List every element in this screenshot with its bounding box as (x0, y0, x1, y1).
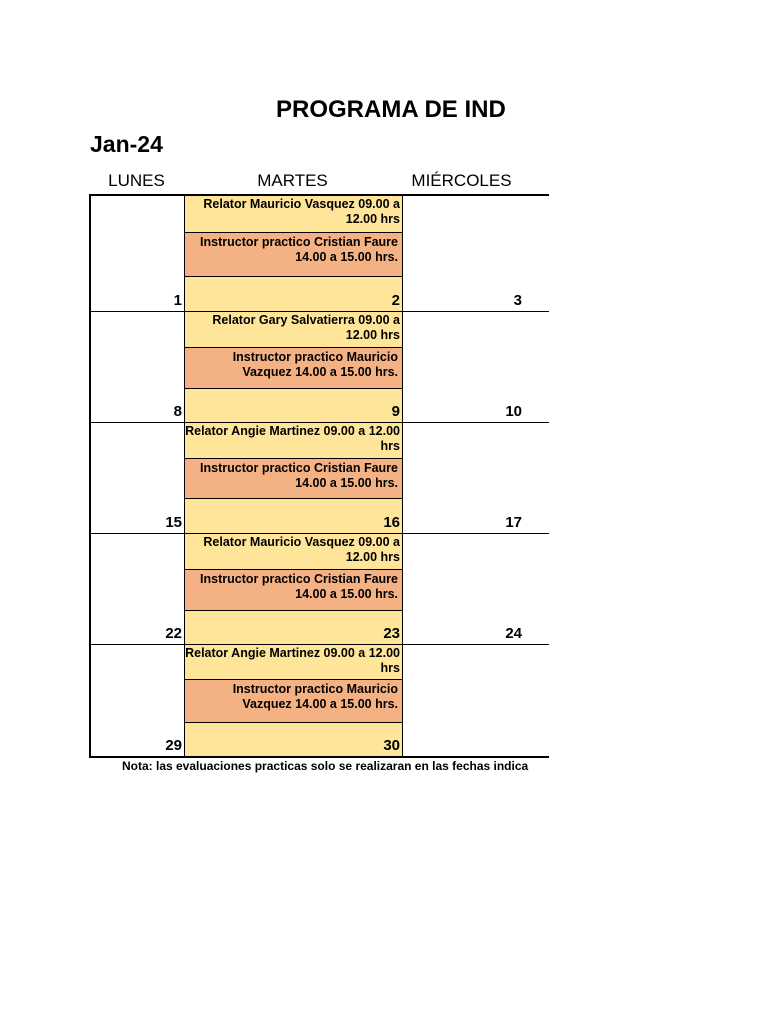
day-cell-lunes[interactable] (91, 534, 184, 644)
instructor-line-2: Vazquez 14.00 a 15.00 hrs. (242, 365, 398, 379)
calendar-week-3 (91, 422, 549, 533)
day-header-miercoles: MIÉRCOLES (411, 171, 512, 190)
instructor-line-2: 14.00 a 15.00 hrs. (295, 250, 398, 264)
day-number: 16 (383, 514, 400, 531)
instructor-entry (185, 232, 402, 277)
calendar-week-2 (91, 311, 549, 422)
instructor-entry (185, 569, 402, 611)
day-cell-miercoles[interactable] (403, 534, 523, 644)
day-number: 29 (165, 737, 182, 754)
day-cell-lunes[interactable] (91, 423, 184, 533)
calendar-week-5 (91, 644, 549, 756)
day-number: 2 (391, 292, 400, 309)
relator-entry: Relator Angie Martinez 09.00 a 12.00 hrs (185, 645, 402, 679)
day-cell-lunes[interactable] (91, 645, 184, 756)
day-header-martes: MARTES (257, 171, 328, 190)
instructor-line-2: Vazquez 14.00 a 15.00 hrs. (242, 697, 398, 711)
month-label: Jan-24 (90, 131, 163, 157)
relator-entry: Relator Mauricio Vasquez 09.00 a 12.00 hrs (185, 196, 402, 232)
day-number: 9 (391, 403, 400, 420)
day-cell-miercoles[interactable] (403, 645, 523, 756)
instructor-line-1: Instructor practico Mauricio (232, 682, 398, 696)
instructor-line-1: Instructor practico Mauricio (232, 350, 398, 364)
day-cell-martes[interactable] (184, 645, 403, 756)
calendar-week-1 (91, 196, 549, 311)
calendar-week-4 (91, 533, 549, 644)
day-number: 24 (505, 625, 522, 642)
instructor-entry (185, 458, 402, 499)
day-number: 8 (173, 403, 182, 420)
day-number: 23 (383, 625, 400, 642)
day-number: 15 (165, 514, 182, 531)
day-number: 30 (383, 737, 400, 754)
calendar-grid (89, 194, 549, 758)
instructor-line-1: Instructor practico Cristian Faure (200, 461, 398, 475)
day-cell-martes[interactable] (184, 196, 403, 311)
instructor-entry (185, 347, 402, 389)
relator-entry: Relator Gary Salvatierra 09.00 a 12.00 hrs (185, 312, 402, 347)
day-cell-miercoles[interactable] (403, 196, 523, 311)
page-title: PROGRAMA DE IND (276, 96, 506, 123)
day-cell-martes[interactable] (184, 423, 403, 533)
instructor-entry (185, 679, 402, 723)
day-cell-martes[interactable] (184, 534, 403, 644)
footnote: Nota: las evaluaciones practicas solo se realizaran en las fechas indica (122, 759, 529, 773)
relator-entry: Relator Mauricio Vasquez 09.00 a 12.00 hrs (185, 534, 402, 569)
day-cell-miercoles[interactable] (403, 423, 523, 533)
day-number: 3 (513, 292, 522, 309)
day-number: 1 (173, 292, 182, 309)
instructor-line-2: 14.00 a 15.00 hrs. (295, 587, 398, 601)
relator-entry: Relator Angie Martinez 09.00 a 12.00 hrs (185, 423, 402, 458)
instructor-line-1: Instructor practico Cristian Faure (200, 572, 398, 586)
day-cell-lunes[interactable] (91, 312, 184, 422)
day-number: 10 (505, 403, 522, 420)
instructor-line-1: Instructor practico Cristian Faure (200, 235, 398, 249)
day-number: 17 (505, 514, 522, 531)
day-cell-miercoles[interactable] (403, 312, 523, 422)
day-cell-lunes[interactable] (91, 196, 184, 311)
day-cell-martes[interactable] (184, 312, 403, 422)
day-number: 22 (165, 625, 182, 642)
day-header-lunes: LUNES (108, 171, 165, 190)
instructor-line-2: 14.00 a 15.00 hrs. (295, 476, 398, 490)
